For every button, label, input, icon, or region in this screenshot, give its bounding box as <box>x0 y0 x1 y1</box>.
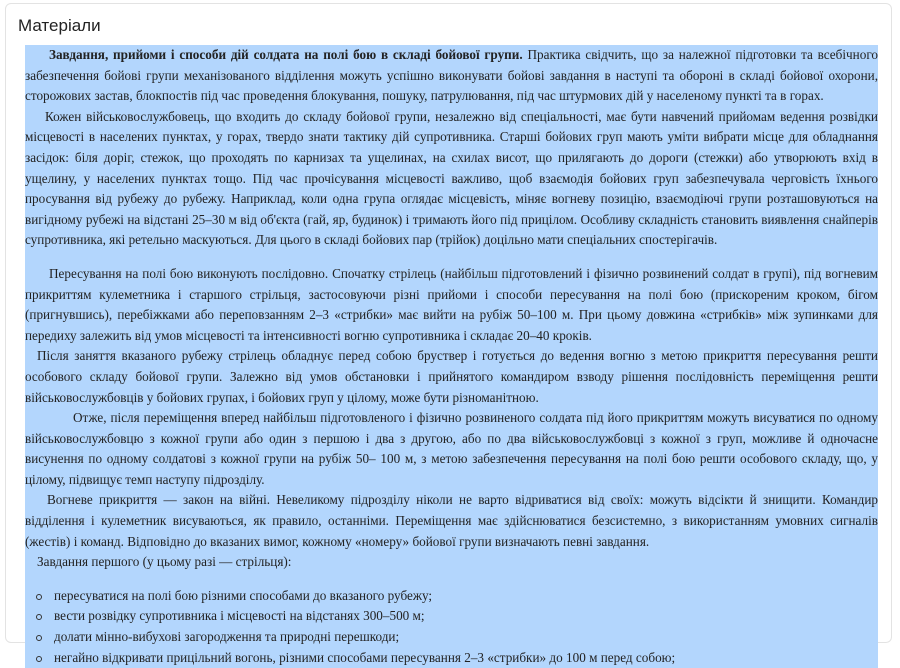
circle-bullet-icon <box>36 614 42 620</box>
selected-text-block[interactable] <box>25 45 878 668</box>
paragraph-4: Після заняття вказаного рубежу стрілець обладнує перед собою бруствер і готується до ведення вогню з метою прикриття пересування решти особового складу бойової групи. Залежно від умов обстановки і прийнятого командиром взводу рішення послідовність переміщення решти військовослужбовців у бойових групах, і бойових груп у цілому, може бути різноманітною. <box>25 348 878 405</box>
paragraph-2: Кожен військовослужбовець, що входить до складу бойової групи, незалежно від спеціальності, має бути навчений прийомам ведення розвідки місцевості в населених пунктах, у горах, твердо знати тактику дій супротивника. Старші бойових груп мають уміти вибрати місце для обладнання засідок: біля доріг, стежок, що проходять по карнизах та ущелинах, на схилах висот, що прилягають до дороги (стежки) або утворюють вхід в ущелину, у населених пунктах тощо. Під час прочісування місцевості важливо, щоб взаємодія бойових груп забезпечувала черговість їхнього просування від рубежу до рубежу. Наприклад, коли одна група оглядає місцевість, міняє вогневу позицію, взаємодіючі групи розташовуються на вигідному рубежі на відстані 25–30 м від об'єкта (гай, яр, будинок) і тримають його під прицілом. Особливу складність становить виявлення снайперів супротивника, які ретельно маскуються. Для цього в складі бойових пар (трійок) доцільно мати спеціальних спостерігачів. <box>25 108 878 248</box>
paragraph-1-text: Практика свідчить, що за належної підготовки та всебічного забезпечення бойові групи механізованого відділення можуть успішно виконувати бойові завдання в наступі та обороні в складі бойової охорони, сторожових застав, блокпостів під час проведення блокування, пошуку, патрулювання, під час штурмових дій у населеному пункті та в горах. <box>25 47 878 104</box>
materials-content <box>18 45 888 668</box>
list-gap <box>25 573 878 586</box>
list-item: негайно відкривати прицільний вогонь, різними способами пересування 2–3 «стрибки» до 100 м перед собою; <box>25 648 878 668</box>
paragraph-gap <box>25 251 878 264</box>
list-item: вести розвідку супротивника і місцевості на відстанях 300–500 м; <box>25 606 878 627</box>
paragraph-1-heading: Завдання, прийоми і способи дій солдата на полі бою в складі бойової групи. <box>49 47 523 62</box>
list-item: долати мінно-вибухові загородження та природні перешкоди; <box>25 627 878 648</box>
circle-bullet-icon <box>36 656 42 662</box>
paragraph-3: Пересування на полі бою виконують послідовно. Спочатку стрілець (найбільш підготовлений і фізично розвинений солдат в групі), під вогневим прикриттям кулеметника і старшого стрільця, застосовуючи різні прийоми і способи пересування на полі бою (прискореним кроком, бігом (пригнувшись), перебіжками або переповзанням 2–3 «стрибки» має вийти на рубіж 50–100 м. При цьому довжина «стрибків» між зупинками для передиху залежить від умов місцевості та інтенсивності вогню супротивника і складає 20–40 кроків. <box>25 265 878 343</box>
circle-bullet-icon <box>36 594 42 600</box>
paragraph-5: Отже, після переміщення вперед найбільш підготовленого і фізично розвиненого солдата під його прикриттям можуть висуватися по одному військовослужбовцю з кожної групи або один з першою і два з другою, або по два військовослужбовці з кожної з груп, можливе й одночасне висунення по одному солдатові з кожної групи на рубіж 50– 100 м, з метою забезпечення пересування на полі бою решти особового складу, що, у цілому, підвищує темп наступу підрозділу. <box>25 410 878 487</box>
list-item: пересуватися на полі бою різними способами до вказаного рубежу; <box>25 586 878 607</box>
materials-card <box>5 3 892 665</box>
task-list <box>25 586 878 668</box>
paragraph-6: Вогневе прикриття — закон на війні. Невеликому підрозділу ніколи не варто відриватися від своїх: можуть відсікти й знищити. Командир відділення і кулеметник висуваються, як правило, останніми. Переміщення має здійснюватися безсистемно, з використанням умовних сигналів (жестів) і команд. Відповідно до вказаних вимог, кожному «номеру» бойової групи визначають певні завдання. <box>25 492 878 549</box>
paragraph-7: Завдання першого (у цьому разі — стрільця): <box>37 554 292 570</box>
circle-bullet-icon <box>36 635 42 641</box>
card-title: Матеріали <box>18 16 101 35</box>
paragraph-1 <box>25 45 878 107</box>
